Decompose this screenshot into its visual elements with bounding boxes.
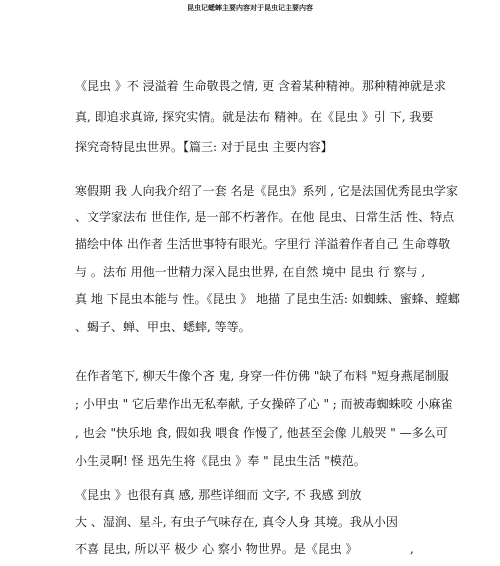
text-line: 在作者笔下, 柳天牛像个吝 鬼, 身穿一件仿佛 "缺了布料 "短身燕尾制服 (75, 369, 449, 383)
text-line: 小生灵啊! 怪 迅先生将《昆虫 》奉 " 昆虫生活 "模范。 (75, 454, 366, 468)
text-line: 大 、湿润、星斗, 有虫子气味存在, 真令人身 其境。我从小因 (75, 515, 398, 529)
text-line: , 也会 "快乐地 食, 假如我 喂食 作慢了, 他甚至会像 儿般哭 " —多么可 (75, 426, 448, 440)
document-header: 昆虫记蟋蟀主要内容对于昆虫记主要内容 (187, 3, 313, 12)
text-line: 真, 即追求真谛, 探究实情。就是法布 精神。在《昆虫 》引 下, 我要 (75, 110, 434, 124)
trailing-comma: , (410, 542, 414, 556)
text-line: 寒假期 我 人向我介绍了一套 名是《昆虫》系列 , 它是法国优秀昆虫学家 (75, 184, 458, 198)
text-line: 探究奇特昆虫世界。【篇三: 对于昆虫 主要内容】 (75, 140, 333, 154)
text-line: 《昆虫 》不 浸溢着 生命敬畏之情, 更 含着某种精神。那种精神就是求 (75, 79, 446, 93)
text-line: 、蝎子、蝉、甲虫、蟋蟀, 等等。 (75, 320, 251, 334)
text-line: ; 小甲虫 " 它后辈作出无私奉献, 子女操碎了心 " ; 而被毒蜘蛛咬 小麻雀 (75, 397, 453, 411)
text-line: 、文学家法布 世佳作, 是一部不朽著作。在他 昆虫、日常生活 性、特点 (75, 210, 455, 224)
text-line: 《昆虫 》也很有真 感, 那些详细而 文字, 不 我感 到放 (75, 488, 362, 502)
text-line: 描绘中体 出作者 生活世事特有眼光。字里行 洋溢着作者自己 生命尊敬 (75, 237, 451, 251)
text-line: 不喜 昆虫, 所以平 极少 心 察小 物世界。是《昆虫 》 (75, 542, 358, 556)
text-line: 真 地 下昆虫本能与 性。《昆虫 》 地描 了昆虫生活: 如蜘蛛、蜜蜂、螳螂 (75, 292, 460, 306)
text-line: 与 。法布 用他一世精力深入昆虫世界, 在自然 境中 昆虫 行 察与 , (75, 265, 426, 279)
